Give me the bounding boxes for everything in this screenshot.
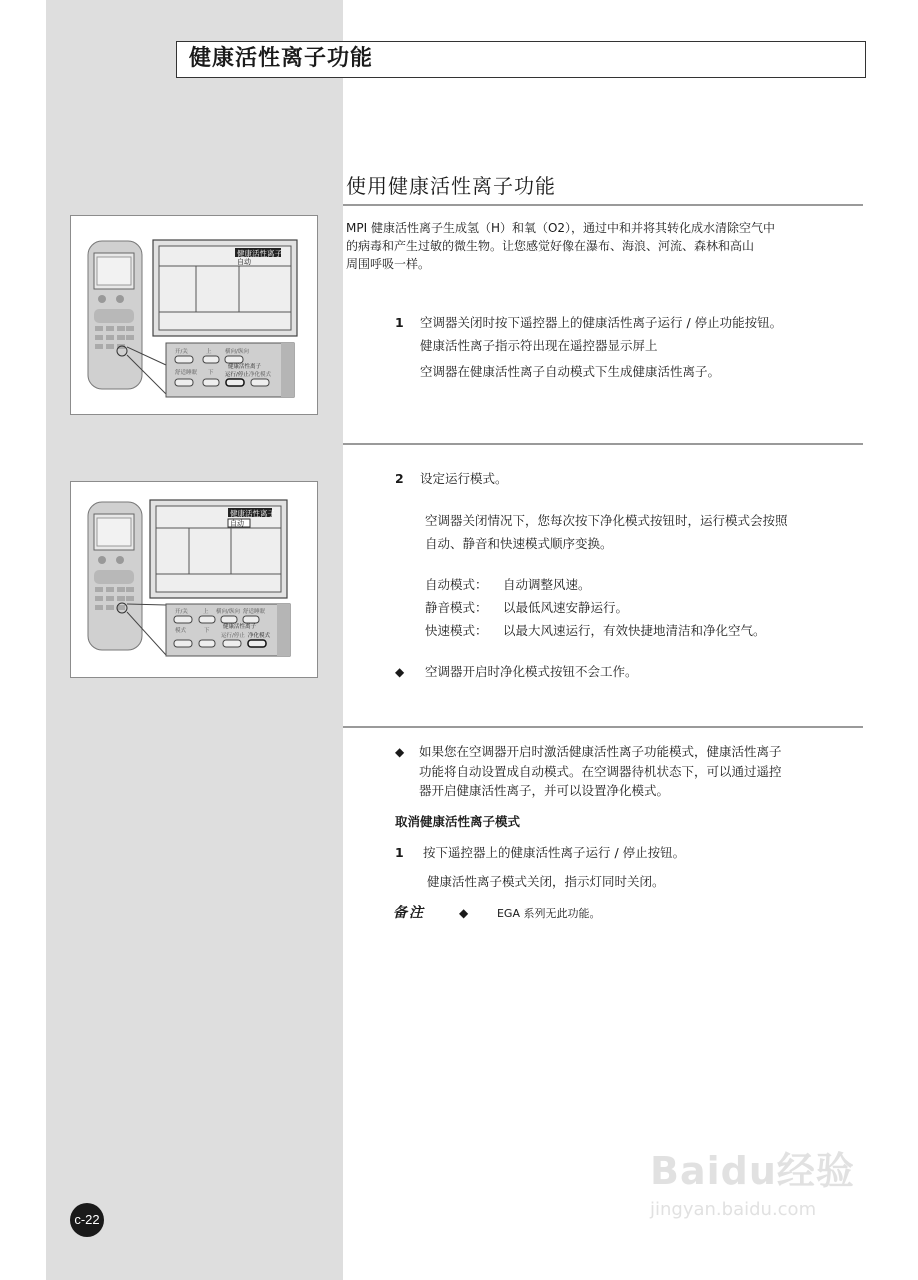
note-row: [393, 903, 863, 924]
info-line-1: [395, 742, 865, 762]
fig1-btn-ion-caption: 健康活性离子: [228, 364, 262, 370]
mode-auto-label: 自动模式：: [425, 577, 488, 592]
cancel-title: 取消健康活性离子模式: [395, 814, 521, 829]
info-block: [395, 742, 865, 800]
fig2-display-label: 健康活性离子: [230, 509, 275, 518]
page-title: 健康活性离子功能: [176, 41, 866, 78]
cancel-line-1: [395, 843, 865, 863]
step2-desc-2: 自动、静音和快速模式顺序变换。: [425, 536, 613, 551]
intro-line-1: MPI 健康活性离子生成氢（H）和氧（O2），通过中和并将其转化成水清除空气中: [346, 221, 776, 235]
remote-illustration-1: [71, 216, 317, 414]
intro-line-3: 周围呼吸一样。: [346, 257, 431, 271]
info-line-3: 器开启健康活性离子，并可以设置净化模式。: [419, 783, 670, 798]
fig1-btn-down-label: 下: [208, 370, 214, 376]
fig2-btn-swing-label: 横向/纵向: [216, 609, 240, 615]
divider-1: [343, 443, 863, 445]
fig1-btn-swing-label: 横向/纵向: [225, 349, 249, 355]
step2-block: [395, 469, 865, 682]
fig2-btn-clean-label: 净化模式: [248, 633, 271, 639]
cancel-number: 1: [395, 845, 404, 860]
step2-desc-1: 空调器关闭情况下，您每次按下净化模式按钮时，运行模式会按照: [425, 513, 788, 528]
step2-bullet-text: 空调器开启时净化模式按钮不会工作。: [425, 664, 638, 679]
cancel-step: [395, 843, 865, 892]
info-text-1: 如果您在空调器开启时激活健康活性离子功能模式，健康活性离子: [419, 744, 782, 759]
fig2-display-mode: 自动: [230, 519, 244, 528]
step2-number: 2: [395, 471, 404, 486]
step1-line-1: [395, 313, 865, 333]
cancel-line-2: 健康活性离子模式关闭，指示灯同时关闭。: [427, 874, 665, 889]
mode-auto-desc: 自动调整风速。: [503, 577, 591, 592]
intro-line-2: 的病毒和产生过敏的微生物。让您感觉好像在瀑布、海浪、河流、森林和高山: [346, 239, 755, 253]
fig1-btn-up-label: 上: [206, 349, 212, 355]
step2-title-line: [395, 469, 865, 489]
mode-quiet-desc: 以最低风速安静运行。: [503, 600, 629, 615]
step1-number: 1: [395, 315, 404, 330]
bullet-diamond: ◆: [458, 906, 469, 920]
mode-fast: [425, 619, 865, 642]
fig2-btn-power-label: 开/关: [175, 609, 188, 615]
mode-quiet-label: 静音模式：: [425, 600, 488, 615]
bullet-diamond: ◆: [395, 745, 405, 759]
mode-quiet: [425, 596, 865, 619]
intro-paragraph: [346, 219, 866, 273]
step1-line-2: 健康活性离子指示符出现在遥控器显示屏上: [420, 338, 658, 353]
step1-text-1: 空调器关闭时按下遥控器上的健康活性离子运行 / 停止功能按钮。: [420, 315, 783, 330]
bullet-diamond: ◆: [395, 665, 405, 679]
step1-line-3: 空调器在健康活性离子自动模式下生成健康活性离子。: [420, 364, 721, 379]
mode-auto: [425, 573, 865, 596]
watermark-logo: Baidu经验: [650, 1149, 855, 1193]
watermark-url: jingyan.baidu.com: [650, 1199, 817, 1220]
note-label: 备注: [393, 905, 425, 921]
step1-block: [395, 313, 865, 382]
step2-bullet: [395, 662, 865, 682]
fig2-btn-ion-label: 运行/停止: [221, 633, 245, 639]
fig2-btn-up-label: 上: [203, 609, 209, 615]
mode-fast-label: 快速模式：: [425, 623, 488, 638]
mode-list: [425, 573, 865, 642]
fig2-btn-down-label: 下: [204, 628, 210, 634]
remote-illustration-2: [71, 482, 317, 677]
section-title: 使用健康活性离子功能: [346, 174, 556, 198]
remote-figure-2: [70, 481, 318, 678]
mode-fast-desc: 以最大风速运行，有效快捷地清洁和净化空气。: [503, 623, 766, 638]
fig2-btn-swing2-label: 舒适睡眠: [243, 609, 266, 615]
fig1-btn-power-label: 开/关: [175, 349, 188, 355]
fig1-display-mode: 自动: [237, 258, 251, 266]
info-line-2: 功能将自动设置成自动模式。在空调器待机状态下，可以通过遥控: [419, 764, 782, 779]
fig1-btn-sleep-label: 舒适睡眠: [175, 370, 198, 376]
fig1-display-label: 健康活性离子: [237, 249, 282, 258]
baidu-watermark: [650, 1140, 870, 1240]
cancel-text-1: 按下遥控器上的健康活性离子运行 / 停止按钮。: [423, 845, 686, 860]
fig1-btn-ion-label: 运行/停止: [225, 372, 249, 378]
fig2-btn-mode-label: 模式: [175, 628, 187, 634]
note-text: EGA 系列无此功能。: [496, 907, 601, 920]
page-number-badge: c-22: [70, 1203, 104, 1237]
fig2-btn-ion-caption: 健康活性离子: [223, 624, 257, 630]
divider-2: [343, 726, 863, 728]
step2-title: 设定运行模式。: [420, 471, 508, 486]
remote-figure-1: [70, 215, 318, 415]
section-divider: [343, 204, 863, 206]
fig1-btn-clean-label: 净化模式: [249, 372, 272, 378]
